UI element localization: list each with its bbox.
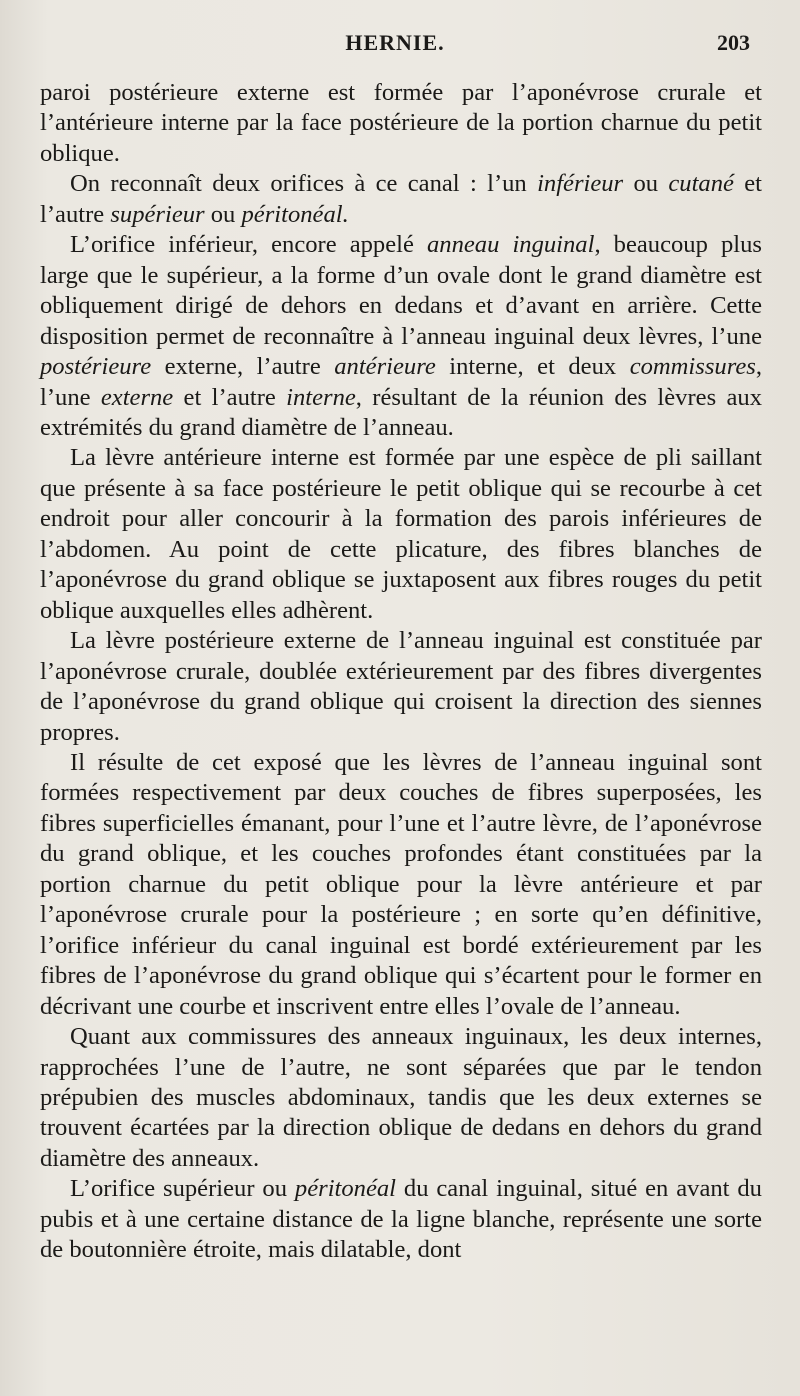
text-run: , l’une	[40, 353, 762, 411]
italic-term: antérieure	[334, 353, 436, 381]
italic-term: commissures	[629, 353, 756, 381]
text-run: La lèvre postérieure externe de l’anneau inguinal est constituée par l’aponévrose crurale, doublée extérieurement par des fibres divergentes de l’aponévrose du grand oblique qui croisent la direction des siennes propres.	[40, 627, 762, 746]
paragraph	[40, 169, 762, 230]
text-run: du canal inguinal, situé en avant du pubis et à une certaine distance de la ligne blanche, représente une sorte de boutonnière étroite, mais dilatable, dont	[40, 1175, 762, 1264]
italic-term: péritonéal	[294, 1175, 396, 1203]
running-title: HERNIE.	[345, 30, 445, 55]
text-run: et l’autre	[40, 170, 763, 228]
text-run: ou	[204, 200, 242, 228]
italic-term: inférieur	[537, 170, 624, 198]
text-run: L’orifice inférieur, encore appelé	[70, 231, 427, 259]
page-number: 203	[717, 30, 750, 55]
text-run: La lèvre antérieure interne est formée par une espèce de pli saillant que présente à sa face postérieure le petit oblique qui se recourbe à cet endroit pour aller concourir à la formation des parois inférieures de l’abdomen. Au point de cette plicature, des fibres blanches de l’aponévrose du grand oblique se juxtaposent aux fibres rouges du petit oblique auxquelles elles adhèrent.	[40, 444, 762, 624]
text-run: externe, l’autre	[151, 353, 335, 381]
italic-term: postérieure	[40, 353, 152, 381]
italic-term: externe	[100, 383, 174, 411]
page-header	[40, 30, 750, 62]
paragraph	[40, 1022, 762, 1174]
italic-term: péritonéal.	[241, 200, 349, 228]
italic-term: cutané	[668, 170, 734, 198]
paragraph	[40, 626, 762, 748]
text-run: paroi postérieure externe est formée par l’aponévrose crurale et l’antérieure interne par la face postérieure de la portion charnue du petit oblique.	[40, 79, 762, 167]
paragraph	[40, 443, 762, 626]
text-run: ou	[623, 170, 669, 198]
body-text	[40, 78, 762, 1266]
text-run: Il résulte de cet exposé que les lèvres de l’anneau inguinal sont formées respectivement par deux couches de fibres superposées, les fibres superficielles émanant, pour l’une et l’autre lèvre, de l’aponévrose du grand oblique, et les couches profondes étant constituées par la portion charnue du petit oblique pour la lèvre antérieure et par l’aponévrose crurale pour la postérieure ; en sorte qu’en définitive, l’orifice inférieur du canal inguinal est bordé extérieurement par les fibres de l’aponévrose du grand oblique qui s’écartent pour le former en décrivant une courbe et inscrivent entre elles l’ovale de l’anneau.	[40, 748, 762, 1020]
italic-term: anneau inguinal	[426, 231, 595, 259]
paragraph	[40, 230, 762, 443]
text-run: , beaucoup plus large que le supérieur, a la forme d’un ovale dont le grand diamètre est obliquement dirigé de dehors en dedans et d’avant en arrière. Cette disposition permet de reconnaître à l’anneau inguinal deux lèvres, l’une	[40, 231, 762, 350]
italic-term: interne	[286, 383, 356, 411]
text-run: interne, et deux	[435, 353, 630, 381]
text-run: et l’autre	[173, 383, 287, 411]
paragraph	[40, 748, 762, 1022]
text-run: , résultant de la réunion des lèvres aux extrémités du grand diamètre de l’anneau.	[40, 383, 762, 441]
paragraph	[40, 1174, 762, 1265]
text-run: Quant aux commissures des anneaux inguinaux, les deux internes, rapprochées l’une de l’autre, ne sont séparées que par le tendon prépubien des muscles abdominaux, tandis que les deux externes se trouvent écartées par la direction oblique de dedans en dehors du grand diamètre des anneaux.	[40, 1023, 762, 1172]
italic-term: supérieur	[110, 200, 205, 228]
paragraph	[40, 78, 762, 169]
text-run: L’orifice supérieur ou	[70, 1175, 295, 1203]
text-run: On reconnaît deux orifices à ce canal : l’un	[70, 170, 538, 198]
